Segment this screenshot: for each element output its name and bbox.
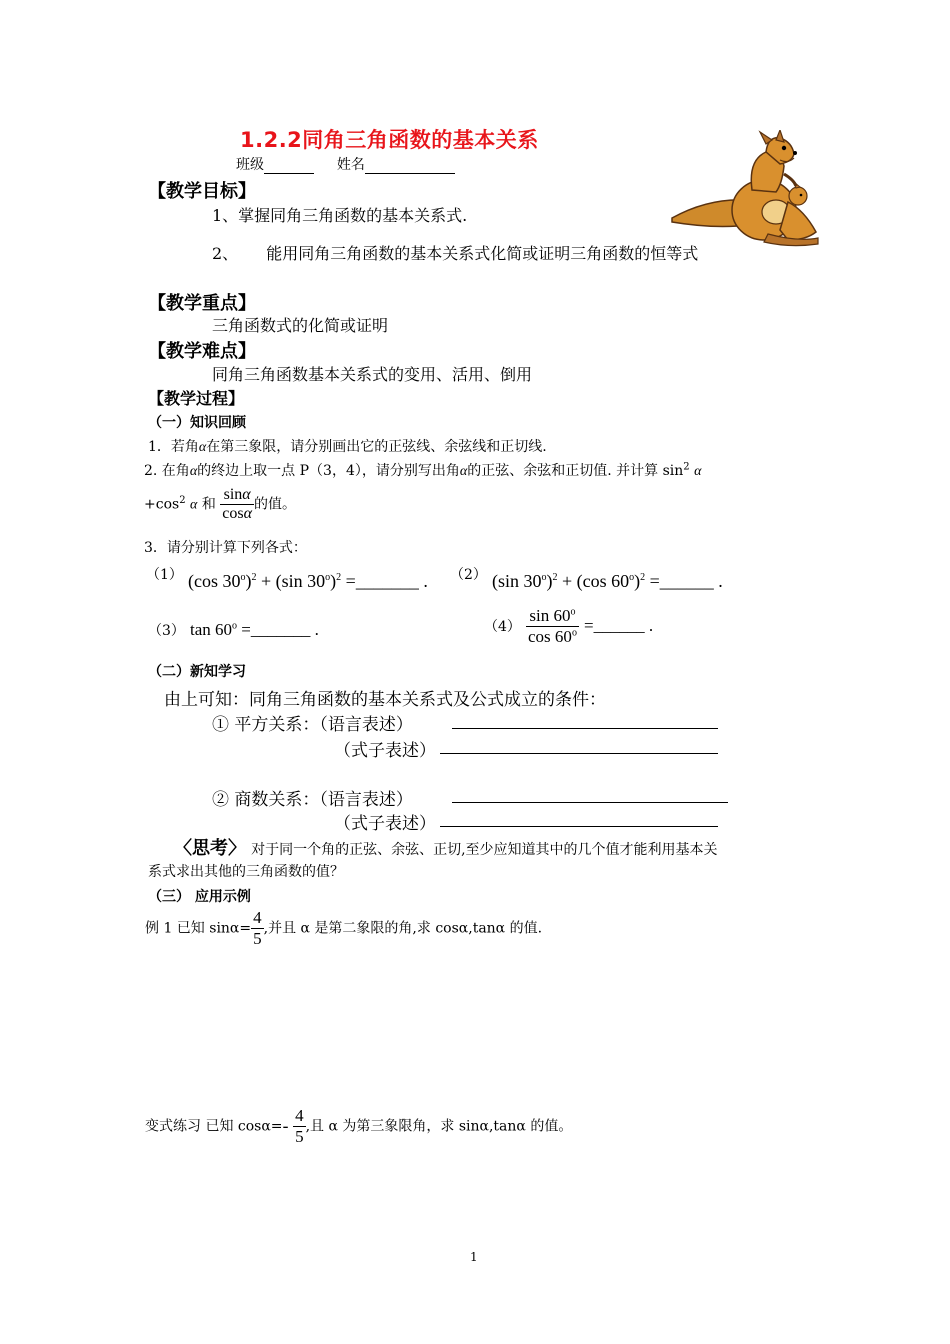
variation-denominator: 5 bbox=[295, 1127, 304, 1146]
quotient-relation-formula-label: （式子表述） bbox=[334, 814, 436, 834]
page-number: 1 bbox=[470, 1250, 478, 1264]
expr-3-text: tan 60 bbox=[190, 620, 233, 639]
superscript-2: 2 bbox=[336, 572, 342, 583]
degree-symbol: o bbox=[240, 572, 246, 583]
square-relation-label: ① 平方关系：（语言表述） bbox=[212, 715, 413, 735]
degree-symbol: o bbox=[541, 572, 547, 583]
review-question-1 bbox=[148, 436, 547, 456]
goal-2-number: 2、 bbox=[212, 244, 239, 263]
degree-symbol: o bbox=[571, 627, 577, 639]
review-question-2 bbox=[144, 460, 701, 480]
variation-prefix: 变式练习 已知 cosα= bbox=[145, 1118, 283, 1135]
superscript-2: 2 bbox=[251, 572, 257, 583]
example-1 bbox=[145, 908, 542, 949]
expr-2-b: ) bbox=[546, 571, 553, 591]
class-label: 班级 bbox=[236, 157, 264, 173]
expr-3-math bbox=[190, 620, 319, 639]
superscript-2: 2 bbox=[683, 461, 690, 473]
quotient-relation-label: ② 商数关系：（语言表述） bbox=[212, 790, 413, 810]
alpha-symbol: α bbox=[198, 440, 207, 455]
alpha-symbol: α bbox=[189, 464, 198, 479]
expr-3-label: （3） bbox=[148, 623, 185, 639]
square-relation-language-blank[interactable] bbox=[452, 728, 718, 729]
expr-2-a: (sin 30 bbox=[492, 571, 542, 591]
q2-part-a: 2. 在角 bbox=[144, 463, 190, 479]
q2-part-d: +cos bbox=[144, 496, 180, 513]
expr-4-den-text: cos 60 bbox=[528, 627, 572, 646]
expr-4-label: （4） bbox=[484, 619, 521, 635]
superscript-2: 2 bbox=[640, 572, 646, 583]
think-text-line-1: 对于同一个角的正弦、余弦、正切,至少应知道其中的几个值才能利用基本关 bbox=[251, 842, 718, 858]
expression-2 bbox=[450, 564, 723, 592]
expression-4 bbox=[484, 606, 653, 647]
expr-3-answer-blank[interactable]: =_______ . bbox=[241, 620, 319, 639]
degree-symbol: o bbox=[570, 606, 576, 618]
name-blank[interactable] bbox=[365, 157, 455, 174]
expr-1-c: + (sin 30 bbox=[256, 571, 326, 591]
example-1-numerator: 4 bbox=[253, 908, 262, 927]
superscript-2: 2 bbox=[179, 494, 186, 506]
review-question-2-cont bbox=[144, 486, 296, 523]
new-learning-heading: （二）新知学习 bbox=[148, 664, 246, 680]
expr-1-d: ) bbox=[330, 571, 337, 591]
expr-1-b: ) bbox=[245, 571, 252, 591]
alpha-symbol: α bbox=[190, 497, 198, 513]
expr-1-a: (cos 30 bbox=[188, 571, 241, 591]
square-relation-formula-blank[interactable] bbox=[440, 753, 718, 754]
review-question-3: 3．请分别计算下列各式： bbox=[144, 540, 307, 556]
q1-suffix: 在第三象限，请分别画出它的正弦线、余弦线和正切线. bbox=[206, 439, 547, 455]
example-1-suffix: ,并且 α 是第二象限的角,求 cosα,tanα 的值. bbox=[263, 920, 543, 937]
q2-part-c: 的正弦、余弦和正切值. 并计算 sin bbox=[467, 463, 684, 479]
variation-exercise bbox=[145, 1106, 572, 1147]
key-points-heading: 【教学重点】 bbox=[148, 293, 256, 314]
difficult-points-heading: 【教学难点】 bbox=[148, 341, 256, 362]
think-text-line-2: 系式求出其他的三角函数的值？ bbox=[148, 864, 344, 880]
quotient-relation-language-blank[interactable] bbox=[452, 802, 728, 803]
expression-1 bbox=[146, 564, 428, 592]
quotient-relation-formula-blank[interactable] bbox=[440, 826, 718, 827]
degree-symbol: o bbox=[629, 572, 635, 583]
expr-2-answer-blank[interactable]: =______ . bbox=[649, 571, 723, 591]
alpha-symbol: α bbox=[243, 505, 253, 522]
page-title: 1.2.2同角三角函数的基本关系 bbox=[240, 128, 539, 152]
expr-1-math bbox=[188, 571, 428, 591]
expr-1-label: （1） bbox=[146, 567, 183, 583]
q2-part-b: 的终边上取一点 P（3，4），请分别写出角 bbox=[197, 463, 460, 479]
alpha-symbol: α bbox=[459, 464, 468, 479]
variation-fraction bbox=[293, 1106, 306, 1147]
q2-part-f: 的值。 bbox=[254, 496, 297, 513]
variation-numerator: 4 bbox=[295, 1106, 304, 1125]
expr-4-fraction bbox=[526, 606, 579, 647]
class-field-row bbox=[236, 154, 455, 174]
degree-symbol: o bbox=[325, 572, 331, 583]
example-1-prefix: 例 1 已知 sinα= bbox=[145, 920, 252, 937]
kangaroo-illustration bbox=[668, 130, 824, 248]
q1-prefix: 1．若角 bbox=[148, 439, 199, 455]
new-learning-intro: 由上可知：同角三角函数的基本关系式及公式成立的条件： bbox=[164, 690, 606, 710]
square-relation-formula-label: （式子表述） bbox=[334, 741, 436, 761]
variation-suffix: ,且 α 为第三象限角，求 sinα,tanα 的值。 bbox=[305, 1118, 573, 1135]
degree-symbol: o bbox=[232, 620, 238, 632]
goal-2-text: 能用同角三角函数的基本关系式化简或证明三角函数的恒等式 bbox=[266, 244, 699, 263]
expression-3 bbox=[148, 620, 319, 640]
expr-1-answer-blank[interactable]: =_______ . bbox=[345, 571, 428, 591]
example-1-denominator: 5 bbox=[253, 929, 262, 948]
expr-2-label: （2） bbox=[450, 567, 487, 583]
q2-part-e: 和 bbox=[201, 496, 216, 513]
superscript-2: 2 bbox=[552, 572, 558, 583]
think-prompt bbox=[174, 834, 718, 860]
minus-sign: - bbox=[282, 1116, 289, 1137]
sin-text: sin bbox=[223, 486, 243, 503]
application-heading: （三） 应用示例 bbox=[148, 889, 251, 905]
goal-2 bbox=[212, 241, 698, 264]
goals-heading: 【教学目标】 bbox=[148, 181, 256, 202]
expr-4-denominator bbox=[526, 627, 579, 647]
name-label: 姓名 bbox=[336, 157, 365, 173]
review-heading: （一）知识回顾 bbox=[148, 415, 246, 431]
expr-2-math bbox=[492, 571, 723, 591]
expr-4-answer-blank[interactable]: =______ . bbox=[584, 616, 654, 635]
fraction-numerator bbox=[220, 486, 254, 505]
expr-4-numerator bbox=[526, 606, 579, 627]
difficult-points-text: 同角三角函数基本关系式的变用、活用、倒用 bbox=[212, 365, 533, 384]
alpha-symbol: α bbox=[242, 486, 251, 503]
example-1-fraction bbox=[251, 908, 264, 949]
goal-1: 1、掌握同角三角函数的基本关系式. bbox=[212, 206, 468, 225]
key-points-text: 三角函数式的化简或证明 bbox=[212, 316, 389, 335]
expr-2-c: + (cos 60 bbox=[557, 571, 630, 591]
think-label: 〈思考〉 bbox=[174, 838, 246, 859]
fraction-denominator bbox=[220, 505, 254, 523]
sin-over-cos-fraction bbox=[220, 486, 254, 523]
process-heading: 【教学过程】 bbox=[148, 389, 245, 408]
expr-4-num-text: sin 60 bbox=[529, 606, 571, 625]
cos-text: cos bbox=[222, 505, 244, 522]
expr-2-d: ) bbox=[634, 571, 641, 591]
alpha-symbol: α bbox=[694, 464, 702, 479]
class-blank[interactable] bbox=[264, 157, 314, 174]
